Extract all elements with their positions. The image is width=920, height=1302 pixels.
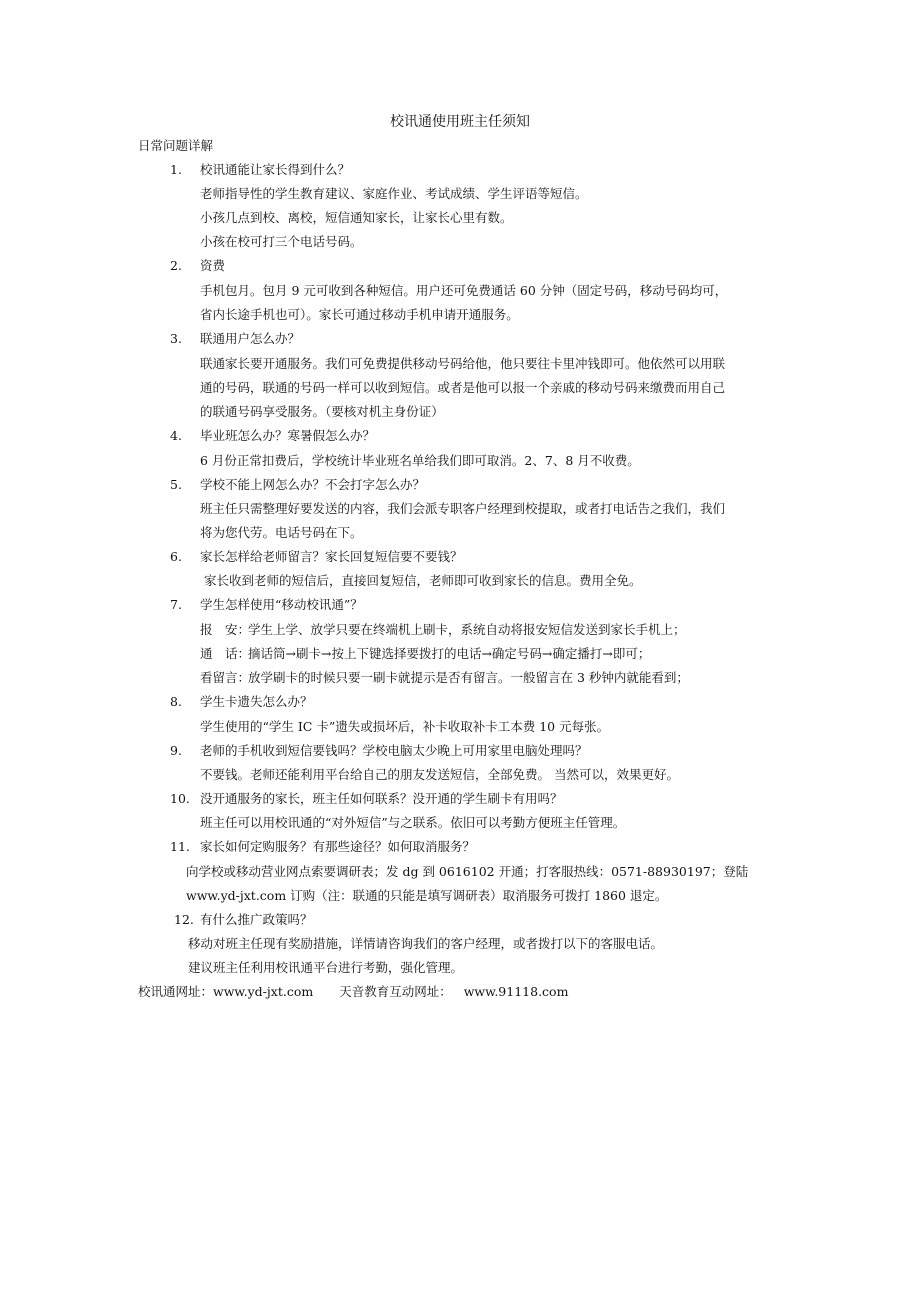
answer-line: 小孩在校可打三个电话号码。 [200, 234, 363, 249]
sub-label: 报 安： [200, 622, 251, 637]
item-number: 7. [170, 597, 182, 612]
question: 毕业班怎么办？寒暑假怎么办？ [200, 428, 376, 443]
question: 学校不能上网怎么办？不会打字怎么办？ [200, 477, 426, 492]
sub-text: 摘话筒→刷卡→按上下键选择要拨打的电话→确定号码→确定播打→即可； [248, 646, 651, 661]
question: 学生怎样使用“移动校讯通”？ [200, 597, 363, 612]
answer-line: 家长收到老师的短信后，直接回复短信，老师即可收到家长的信息。费用全免。 [200, 573, 642, 588]
answer-line: 不要钱。老师还能利用平台给自己的朋友发送短信，全部免费。 当然可以，效果更好。 [200, 767, 679, 782]
site2-label: 天音教育互动网址： [339, 984, 452, 999]
answer-line: 老师指导性的学生教育建议、家庭作业、考试成绩、学生评语等短信。 [200, 186, 588, 201]
item-number: 12. [174, 912, 194, 927]
answer-line: 省内长途手机也可）。家长可通过移动手机申请开通服务。 [200, 307, 519, 322]
answer-line: 学生使用的“学生 IC 卡”遗失或损坏后，补卡收取补卡工本费 10 元每张。 [200, 719, 610, 734]
answer-line: 向学校或移动营业网点索要调研表；发 dg 到 0616102 开通；打客服热线：0571-88930197；登陆 [186, 864, 749, 879]
answer-line [200, 622, 785, 638]
question: 老师的手机收到短信要钱吗？学校电脑太少晚上可用家里电脑处理吗？ [200, 743, 588, 758]
section-heading: 日常问题详解 [138, 138, 214, 153]
item-number: 10. [170, 791, 190, 806]
item-number: 6. [170, 549, 182, 564]
answer-line: 小孩几点到校、离校，短信通知家长，让家长心里有数。 [200, 210, 513, 225]
item-number: 1. [170, 162, 182, 177]
answer-line: 班主任可以用校讯通的“对外短信”与之联系。依旧可以考勤方便班主任管理。 [200, 815, 626, 830]
item-number: 3. [170, 331, 182, 346]
page-title: 校讯通使用班主任须知 [390, 114, 530, 130]
answer-line: 联通家长要开通服务。我们可免费提供移动号码给他，他只要往卡里冲钱即可。他依然可以用联 [200, 356, 726, 371]
question: 联通用户怎么办？ [200, 331, 301, 346]
question: 学生卡遗失怎么办？ [200, 694, 313, 709]
item-number: 5. [170, 477, 182, 492]
answer-line [200, 646, 785, 662]
sub-text: 放学刷卡的时候只要一刷卡就提示是否有留言。一般留言在 3 秒钟内就能看到； [248, 670, 689, 685]
item-number: 4. [170, 428, 182, 443]
answer-line: 手机包月。包月 9 元可收到各种短信。用户还可免费通话 60 分钟（固定号码，移动号码均可， [200, 283, 728, 298]
question: 没开通服务的家长，班主任如何联系？没开通的学生刷卡有用吗？ [200, 791, 563, 806]
item-number: 11. [170, 839, 190, 854]
site1-label: 校讯通网址： [138, 984, 214, 999]
footer [138, 984, 568, 1000]
sub-label: 通 话： [200, 646, 251, 661]
question: 资费 [200, 258, 226, 273]
item-number: 8. [170, 694, 182, 709]
answer-line: 移动对班主任现有奖励措施，详情请咨询我们的客户经理，或者拨打以下的客服电话。 [188, 936, 664, 951]
item-number: 2. [170, 258, 182, 273]
site2-url[interactable]: www.91118.com [463, 984, 569, 999]
answer-line: 6 月份正常扣费后，学校统计毕业班名单给我们即可取消。2、7、8 月不收费。 [200, 453, 640, 468]
answer-line: 班主任只需整理好要发送的内容，我们会派专职客户经理到校提取，或者打电话告之我们，我们 [200, 501, 726, 516]
question: 家长怎样给老师留言？家长回复短信要不要钱？ [200, 549, 463, 564]
sub-label: 看留言： [200, 670, 251, 685]
question: 校讯通能让家长得到什么？ [200, 162, 351, 177]
answer-line: 将为您代劳。电话号码在下。 [200, 525, 363, 540]
answer-line: www.yd-jxt.com 订购（注：联通的只能是填写调研表）取消服务可拨打 1860 退定。 [186, 888, 668, 903]
question: 有什么推广政策吗？ [200, 912, 313, 927]
answer-line [200, 670, 785, 686]
site1-url[interactable]: www.yd-jxt.com [213, 984, 314, 999]
answer-line: 的联通号码享受服务。（要核对机主身份证） [200, 404, 444, 419]
answer-line: 建议班主任利用校讯通平台进行考勤，强化管理。 [188, 960, 464, 975]
sub-text: 学生上学、放学只要在终端机上刷卡，系统自动将报安短信发送到家长手机上； [248, 622, 686, 637]
question: 家长如何定购服务？有那些途径？如何取消服务？ [200, 839, 476, 854]
item-number: 9. [170, 743, 182, 758]
answer-line: 通的号码，联通的号码一样可以收到短信。或者是他可以报一个亲戚的移动号码来缴费而用自己 [200, 380, 726, 395]
